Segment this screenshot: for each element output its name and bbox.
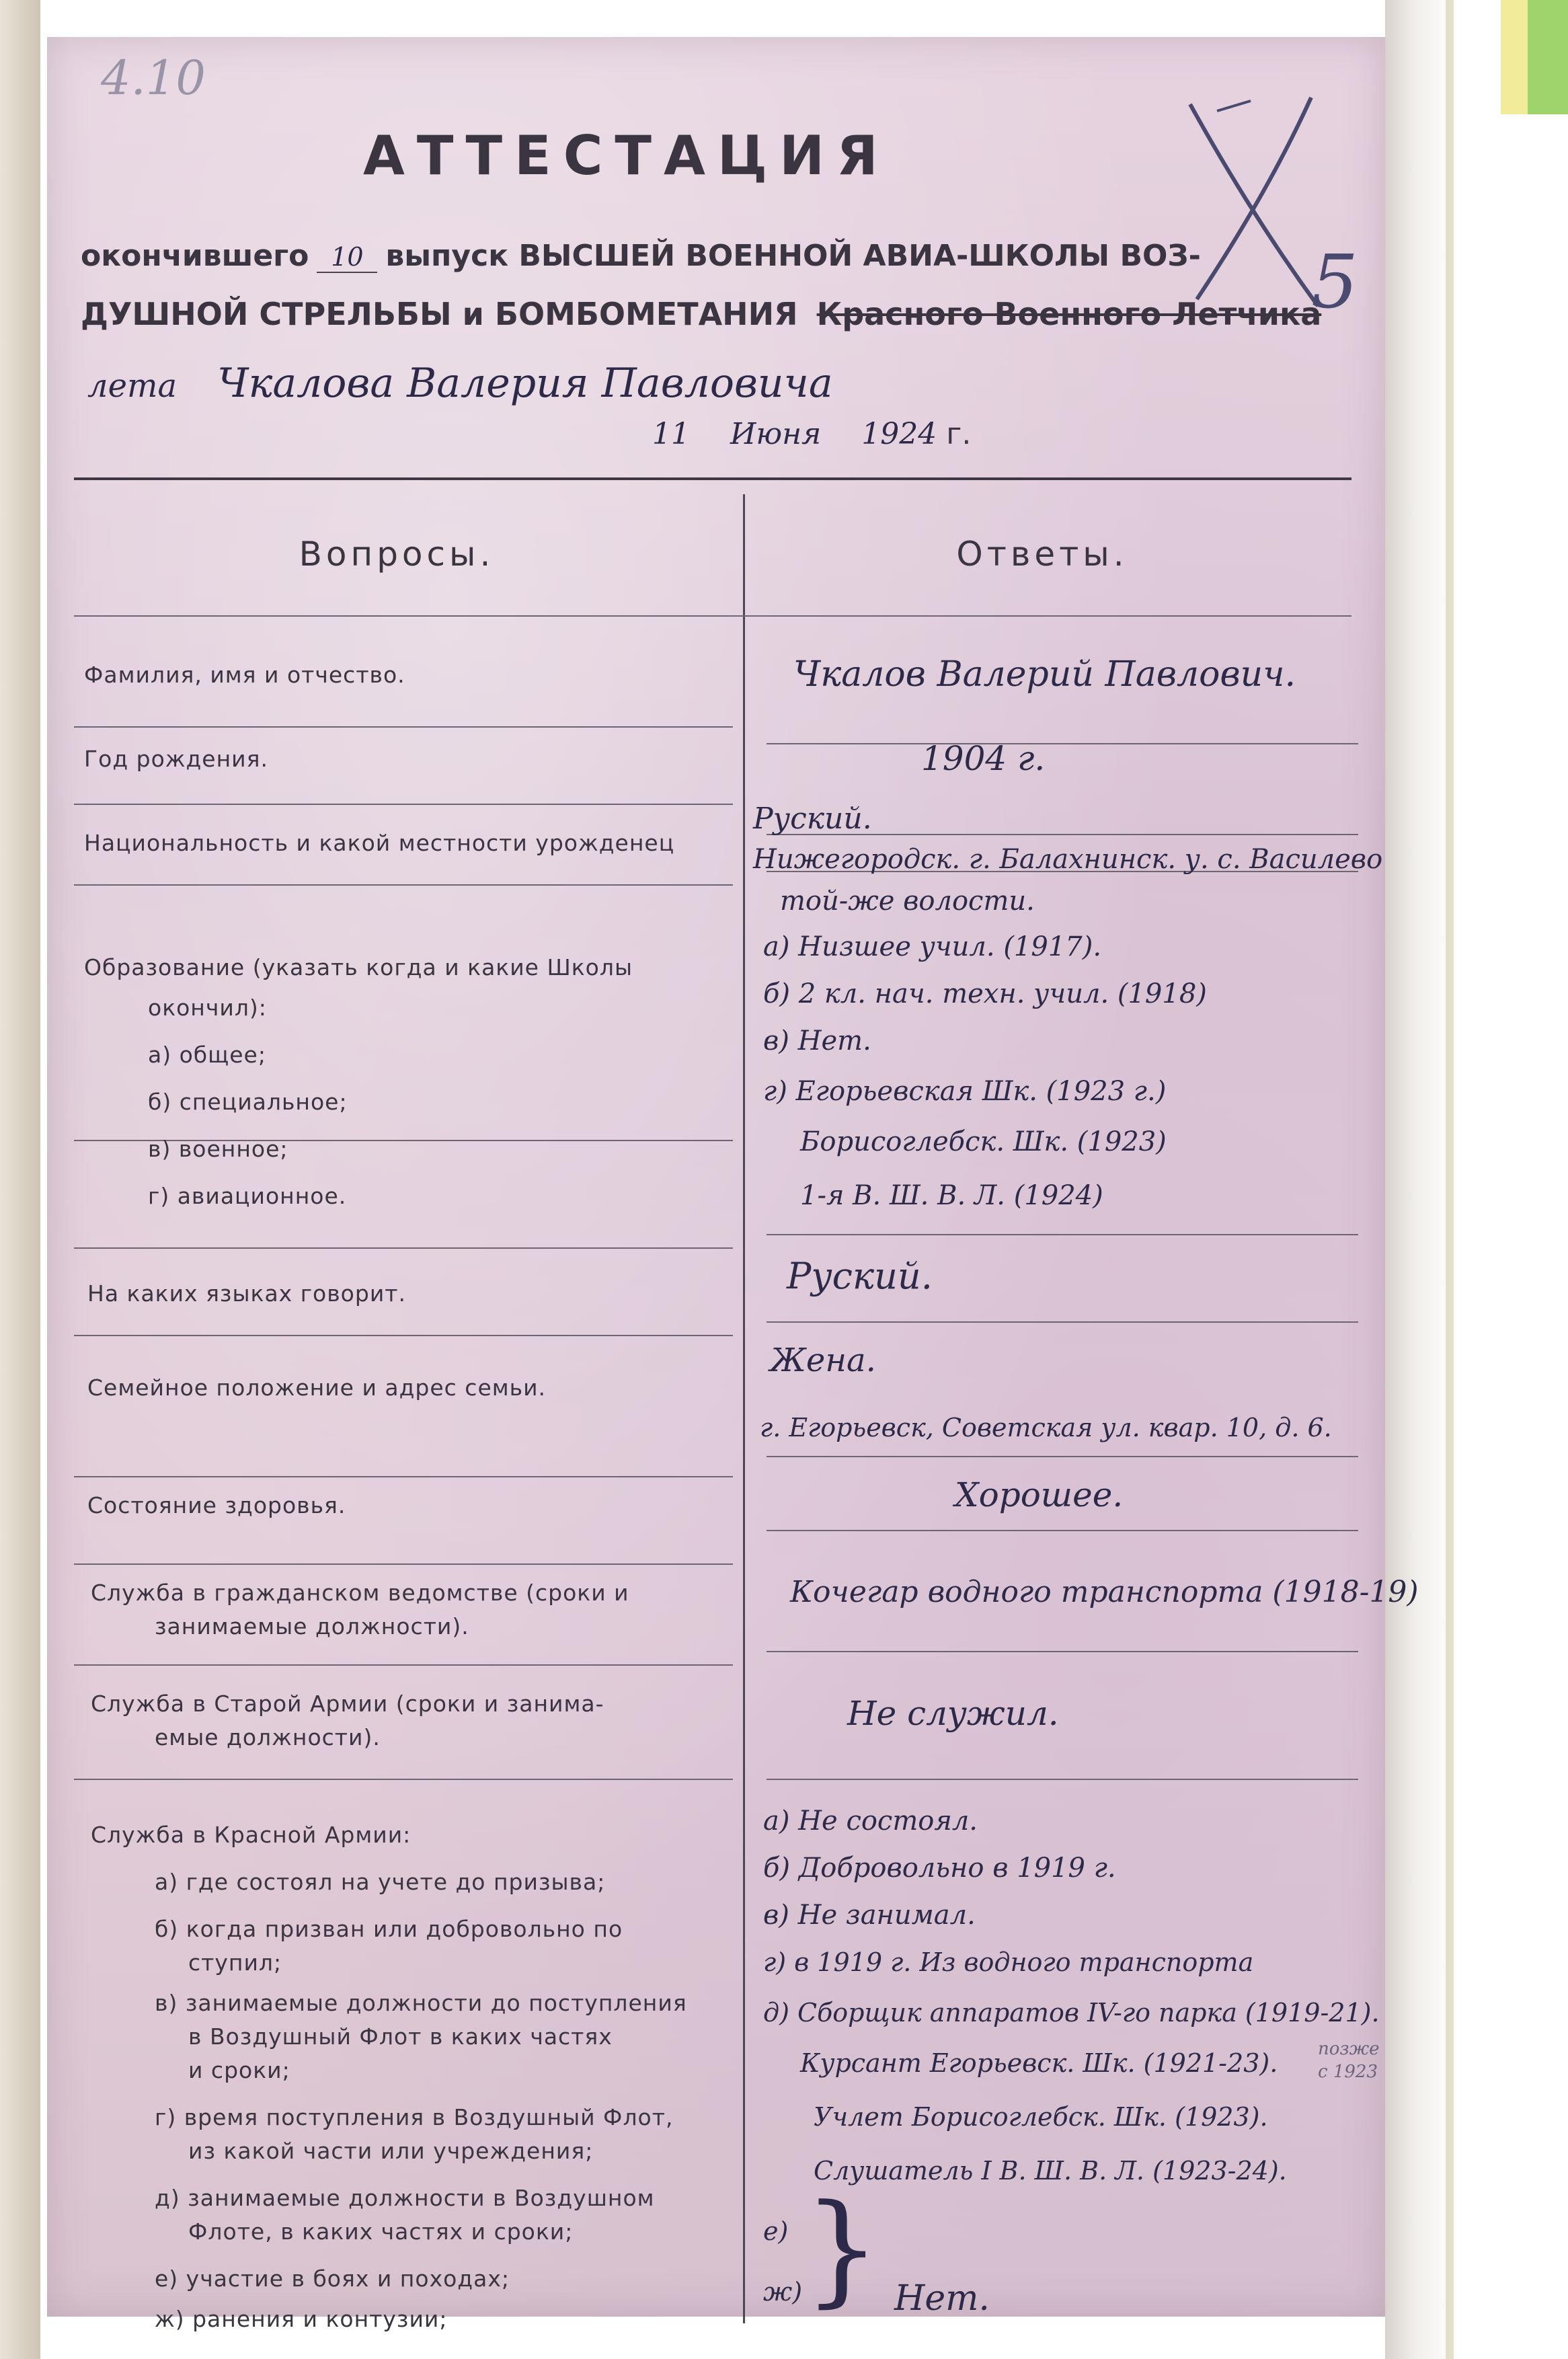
question-red-army-d: г) время поступления в Воздушный Флот, (155, 2104, 674, 2130)
header-line-2 (81, 296, 1321, 332)
row-rule (767, 1779, 1358, 1780)
answer-red-army-a: а) Не состоял. (763, 1806, 978, 1836)
question-red-army: Служба в Красной Армии: (91, 1822, 411, 1848)
document-sheet (47, 37, 1419, 2332)
date-day: 11 (652, 417, 690, 451)
top-margin-mark: 4.10 (101, 50, 206, 106)
answer-birthplace: Нижегородск. г. Балахнинск. у. с. Василево (753, 844, 1383, 875)
row-rule (767, 1530, 1358, 1531)
answer-red-army-d: г) в 1919 г. Из водного транспорта (763, 1947, 1254, 1977)
row-rule (74, 1563, 733, 1565)
question-birth-year: Год рождения. (84, 746, 268, 772)
question-languages: На каких языках говорит. (87, 1280, 406, 1307)
line3-label: лета (87, 367, 178, 405)
question-civil-service: Служба в гражданском ведомстве (сроки и (91, 1580, 629, 1606)
question-civil-service-cont: занимаемые должности). (155, 1613, 469, 1639)
row-rule (767, 1321, 1358, 1323)
row-rule (74, 615, 1351, 617)
answer-red-army-e-1: д) Сборщик аппаратов IV-го парка (1919-21). (763, 1998, 1380, 2027)
answer-education-special: б) 2 кл. нач. техн. учил. (1918) (763, 978, 1207, 1009)
question-old-army: Служба в Старой Армии (сроки и занима- (91, 1691, 604, 1717)
row-rule (74, 1247, 733, 1249)
date-month: Июня (730, 417, 822, 451)
line2-text: ДУШНОЙ СТРЕЛЬБЫ и БОМБОМЕТАНИЯ (81, 296, 798, 332)
row-rule (74, 1664, 733, 1666)
header-line-3 (87, 360, 833, 407)
question-red-army-c-cont2: и сроки; (188, 2057, 290, 2083)
question-education-military: в) военное; (148, 1136, 288, 1162)
answer-education-aviation-1: г) Егорьевская Шк. (1923 г.) (763, 1076, 1167, 1107)
line1-suffix: выпуск ВЫСШЕЙ ВОЕННОЙ АВИА-ШКОЛЫ ВОЗ- (385, 239, 1201, 273)
release-number: 10 (317, 242, 377, 273)
corner-mark: 5 (1311, 239, 1358, 325)
question-education-general: а) общее; (148, 1042, 266, 1068)
question-red-army-e: д) занимаемые должности в Воздушном (155, 2185, 655, 2211)
binding-stripe (1446, 0, 1454, 2359)
question-nationality: Национальность и какой местности урожденец (84, 830, 675, 856)
question-old-army-cont: емые должности). (155, 1724, 381, 1750)
answer-family-address: г. Егорьевск, Советская ул. квар. 10, д. 6. (760, 1413, 1332, 1442)
question-red-army-a: а) где состоял на учете до призыва; (155, 1869, 606, 1895)
header-divider (74, 477, 1351, 480)
header-line-1 (81, 239, 1201, 273)
row-rule (74, 726, 733, 728)
date-line (652, 417, 971, 451)
question-red-army-g: ж) ранения и контузии; (155, 2306, 448, 2332)
document-title: АТТЕСТАЦИЯ (363, 124, 890, 187)
answer-old-army: Не служил. (847, 1694, 1059, 1733)
row-rule (74, 804, 733, 805)
answer-birth-year: 1904 г. (921, 739, 1046, 778)
answer-red-army-f-label: е) (763, 2216, 789, 2246)
answer-full-name: Чкалов Валерий Павлович. (793, 654, 1296, 695)
answer-red-army-e-4: Слушатель I В. Ш. В. Л. (1923-24). (814, 2156, 1287, 2186)
answer-nationality: Руский. (753, 802, 872, 836)
date-suffix: г. (946, 417, 972, 451)
question-red-army-e-cont: Флоте, в каких частях и сроки; (188, 2218, 574, 2245)
answer-red-army-e-2: Курсант Егорьевск. Шк. (1921-23). (800, 2048, 1278, 2078)
question-red-army-b: б) когда призван или добровольно по (155, 1916, 623, 1942)
answer-health: Хорошее. (955, 1475, 1124, 1514)
answer-birthplace-cont: той-же волости. (780, 886, 1035, 917)
answer-education-general: а) Низшее учил. (1917). (763, 931, 1102, 962)
question-full-name: Фамилия, имя и отчество. (84, 662, 405, 688)
margin-note-line-2: с 1923 (1318, 2062, 1378, 2082)
row-rule (74, 1476, 733, 1477)
question-health: Состояние здоровья. (87, 1492, 346, 1518)
row-rule (74, 1335, 733, 1336)
brace-mark: } (803, 2179, 881, 2319)
question-education: Образование (указать когда и какие Школы (84, 954, 633, 980)
row-rule (767, 743, 1358, 744)
row-rule (74, 884, 733, 886)
question-education-aviation: г) авиационное. (148, 1183, 347, 1209)
row-rule (767, 1234, 1358, 1235)
answer-red-army-b: б) Добровольно в 1919 г. (763, 1853, 1116, 1884)
answer-languages: Руский. (787, 1255, 933, 1297)
bookmark-tab-yellow (1501, 0, 1528, 114)
page-left-edge (0, 0, 40, 2359)
answer-education-aviation-3: 1-я В. Ш. В. Л. (1924) (800, 1180, 1103, 1211)
column-header-answers: Ответы. (956, 535, 1128, 574)
question-red-army-b-cont: ступил; (188, 1949, 282, 1976)
question-family: Семейное положение и адрес семьи. (87, 1375, 547, 1401)
answer-civil-service: Кочегар водного транспорта (1918-19) (790, 1575, 1419, 1609)
row-rule (767, 1651, 1358, 1652)
question-red-army-c: в) занимаемые должности до поступления (155, 1990, 687, 2016)
column-header-questions: Вопросы. (299, 535, 495, 574)
question-education-special: б) специальное; (148, 1089, 348, 1115)
question-red-army-f: е) участие в боях и походах; (155, 2266, 510, 2292)
struck-text: Красного Военного Летчика (816, 296, 1322, 332)
answer-red-army-g-label: ж) (763, 2277, 803, 2307)
bookmark-tab-green (1528, 0, 1568, 114)
answer-red-army-e-3: Учлет Борисоглебск. Шк. (1923). (814, 2102, 1268, 2132)
person-name: Чкалова Валерия Павловича (217, 360, 833, 407)
page-right-edge (1385, 0, 1568, 2359)
margin-note-line-1: позже (1318, 2039, 1380, 2059)
margin-note (1318, 2038, 1380, 2083)
row-rule (767, 1456, 1358, 1457)
question-education-cont: окончил): (148, 995, 267, 1021)
answer-red-army-c: в) Не занимал. (763, 1900, 976, 1931)
date-year: 1924 (861, 417, 937, 451)
line1-prefix: окончившего (81, 239, 309, 273)
answer-education-military: в) Нет. (763, 1026, 871, 1056)
column-divider (743, 494, 745, 2323)
answer-education-aviation-2: Борисоглебск. Шк. (1923) (800, 1126, 1167, 1157)
question-red-army-d-cont: из какой части или учреждения; (188, 2138, 594, 2164)
answer-family: Жена. (770, 1342, 876, 1379)
row-rule (74, 1779, 733, 1780)
question-red-army-c-cont: в Воздушный Флот в каких частях (188, 2023, 613, 2050)
answer-red-army-none: Нет. (894, 2278, 990, 2319)
